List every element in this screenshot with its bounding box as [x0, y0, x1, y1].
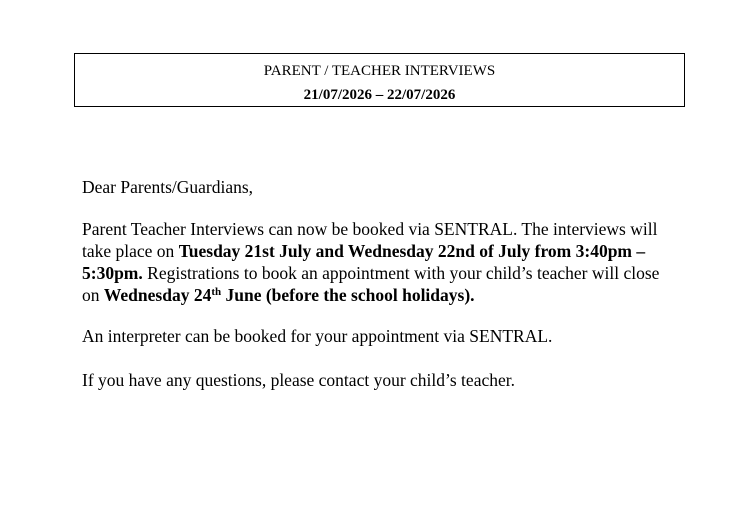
ordinal-suffix: th: [211, 286, 222, 298]
greeting: Dear Parents/Guardians,: [82, 177, 254, 197]
questions-paragraph: If you have any questions, please contact your child’s teacher.: [82, 370, 515, 390]
deadline-note: June (before the school holidays).: [221, 285, 475, 305]
interview-dates: 21/07/2026 – 22/07/2026: [303, 87, 456, 103]
booking-paragraph: [82, 218, 674, 306]
document-title: PARENT / TEACHER INTERVIEWS: [263, 63, 496, 79]
interview-schedule: Tuesday 21st July and Wednesday 22nd of July from 3:40pm – 5:30pm.: [82, 241, 646, 283]
title-box: [74, 53, 685, 107]
interpreter-paragraph: An interpreter can be booked for your appointment via SENTRAL.: [82, 326, 553, 346]
deadline-date: Wednesday 24: [103, 285, 212, 305]
registration-deadline: [104, 285, 475, 305]
booking-text-1: Parent Teacher Interviews can now be booked via SENTRAL. The interviews will take place on: [82, 219, 658, 261]
booking-text-2: Registrations to book an appointment with your child’s teacher will close on: [82, 263, 660, 305]
